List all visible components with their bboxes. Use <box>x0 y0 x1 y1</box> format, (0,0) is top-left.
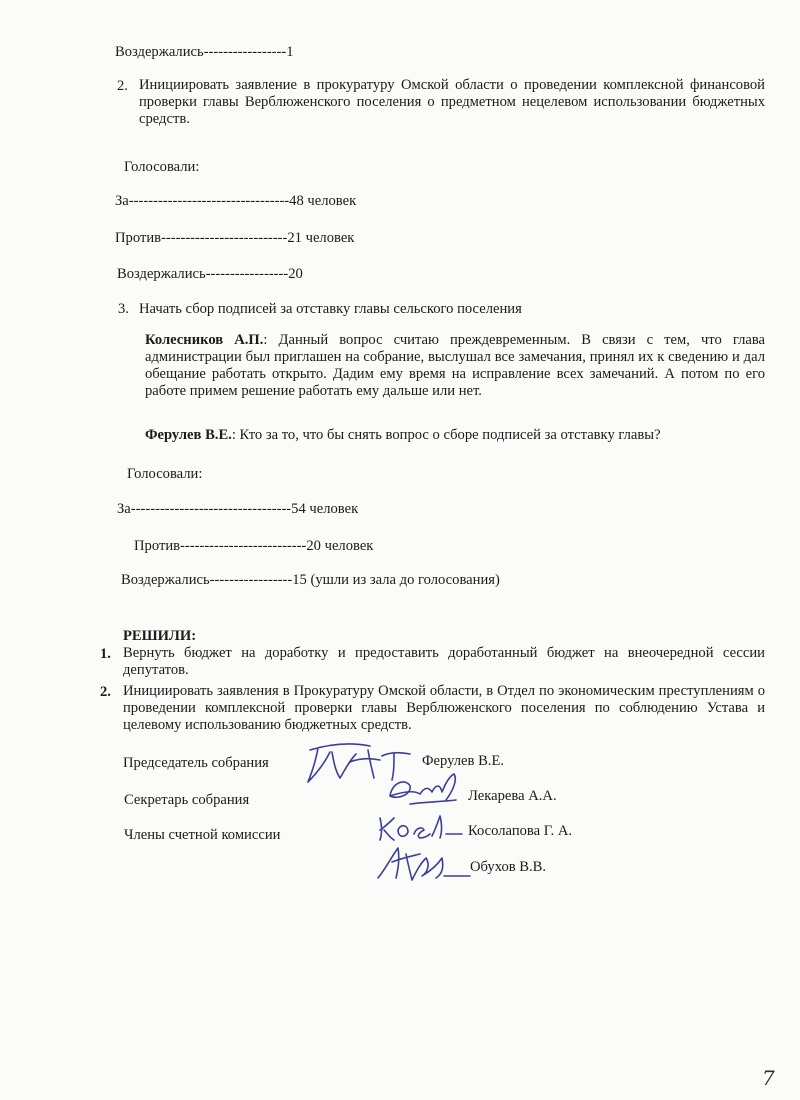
item2-number: 2. <box>117 78 128 94</box>
speech1-text: : Данный вопрос считаю преждевременным. В связи с тем, что глава администрации был приглашен на собрание, выслушал все замечания, принял их к сведению и дал обещание работать открыто. Дадим ему время на исправление всех замечаний. А потом по его работе примем решение работать ему дальше или нет. <box>145 332 766 399</box>
decided-item2-number: 2. <box>100 684 111 700</box>
vote2-against: Против--------------------------21 человек <box>115 230 355 246</box>
vote1-abstained: Воздержались-----------------1 <box>115 44 294 60</box>
page-number: 7 <box>762 1066 775 1090</box>
chair-role: Председатель собрания <box>123 755 269 771</box>
vote3-abstained: Воздержались-----------------15 (ушли из зала до голосования) <box>121 572 500 588</box>
commission-name-2: Обухов В.В. <box>470 859 547 875</box>
item2-text: Инициировать заявление в прокуратуру Омской области о проведении комплексной финансовой проверки главы Верблюженского поселения о предметном нецелевом использовании бюджетных средств. <box>139 77 765 127</box>
speech2-text: : Кто за то, что бы снять вопрос о сборе подписей за отставку главы? <box>231 427 661 443</box>
commission-signature-2-image <box>372 840 472 886</box>
speech2-speaker: Ферулев В.Е. <box>145 427 232 443</box>
speech1-speaker: Колесников А.П. <box>145 332 264 348</box>
decided-item1-number: 1. <box>100 646 111 662</box>
decided-item1-text: Вернуть бюджет на доработку и предоставить доработанный бюджет на внеочередной сессии депутатов. <box>123 645 765 678</box>
chair-name: Ферулев В.Е. <box>422 753 505 769</box>
commission-signature-1-image <box>372 808 468 844</box>
commission-role: Члены счетной комиссии <box>124 827 281 843</box>
decided-item2-text: Инициировать заявления в Прокуратуру Омской области, в Отдел по экономическим преступлениям о проведении комплексной проверки главы Верблюженского поселения по соблюдению Устава и целевому использованию бюджетных средств. <box>123 683 765 733</box>
item3-number: 3. <box>118 301 129 317</box>
vote2-abstained: Воздержались-----------------20 <box>117 266 303 282</box>
item3-text: Начать сбор подписей за отставку главы сельского поселения <box>139 301 522 317</box>
vote3-against: Против--------------------------20 человек <box>134 538 374 554</box>
speech1-paragraph <box>145 332 765 400</box>
vote2-header: Голосовали: <box>124 159 200 175</box>
vote3-header: Голосовали: <box>127 466 203 482</box>
commission-name-1: Косолапова Г. А. <box>468 823 573 839</box>
decided-title: РЕШИЛИ: <box>123 628 197 644</box>
speech2-paragraph <box>145 426 661 444</box>
vote3-for: За---------------------------------54 человек <box>117 501 359 517</box>
secretary-role: Секретарь собрания <box>124 792 250 808</box>
secretary-name: Лекарева А.А. <box>468 788 557 804</box>
secretary-signature-image <box>380 766 470 810</box>
vote2-for: За---------------------------------48 человек <box>115 193 357 209</box>
